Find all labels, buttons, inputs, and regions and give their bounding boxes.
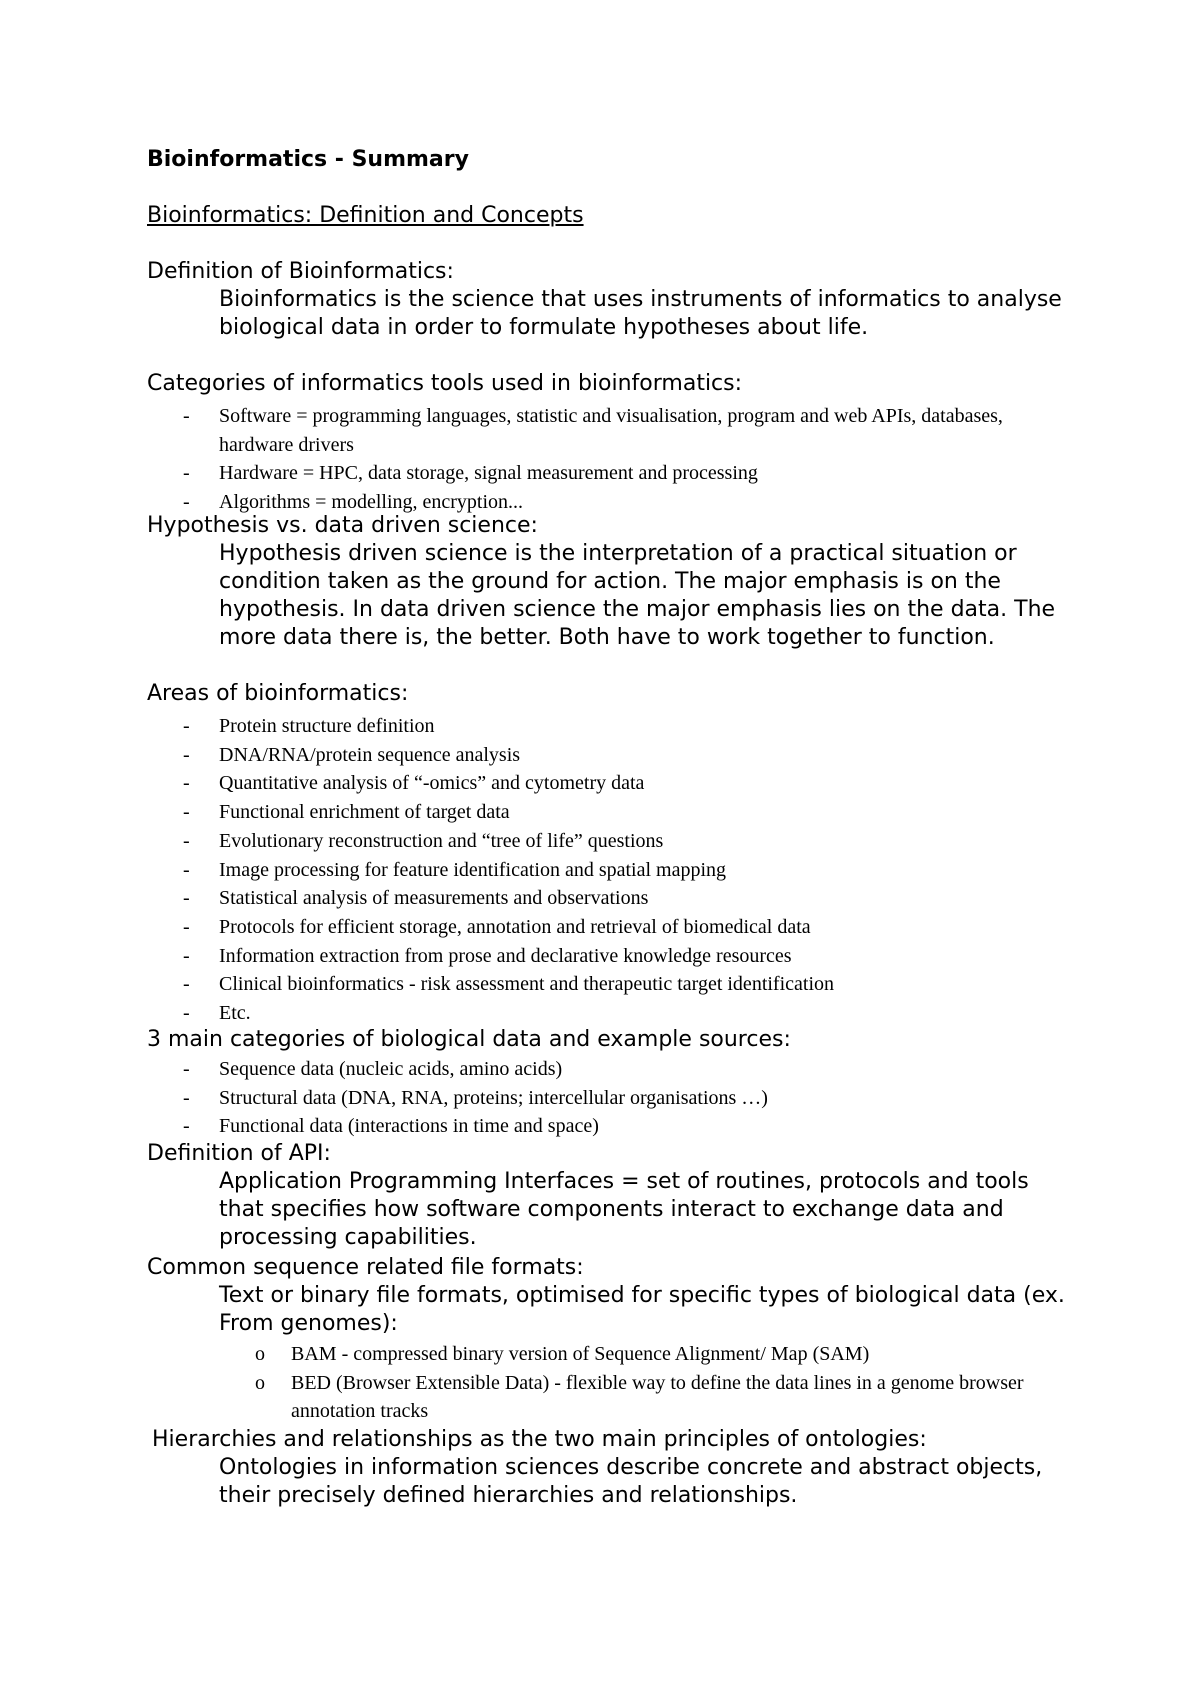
heading-hypothesis: Hypothesis vs. data driven science: — [147, 513, 538, 538]
list-item: - Statistical analysis of measurements and observations — [183, 884, 1063, 913]
list-item: - Information extraction from prose and declarative knowledge resources — [183, 942, 1063, 971]
dash-marker: - — [183, 973, 190, 996]
section-title: Bioinformatics: Definition and Concepts — [147, 203, 584, 228]
dash-marker: - — [183, 858, 190, 881]
dash-marker: - — [183, 715, 190, 737]
document-title: Bioinformatics - Summary — [147, 147, 469, 172]
list-item: o BAM - compressed binary version of Sequence Alignment/ Map (SAM) — [255, 1340, 1055, 1369]
dash-marker: - — [183, 1115, 190, 1138]
list-item: - Structural data (DNA, RNA, proteins; intercellular organisations …) — [183, 1084, 1063, 1113]
dash-marker: - — [183, 801, 190, 824]
categories-tools-list — [183, 402, 1063, 517]
circle-marker: o — [255, 1371, 265, 1394]
dash-marker: - — [183, 887, 190, 910]
list-item: - Functional enrichment of target data — [183, 798, 1063, 827]
hypothesis-body: Hypothesis driven science is the interpretation of a practical situation or condition taken as the ground for action. The major emphasis is on the hypothesis. In data driven science the major emphasis lies on the data. The more data there is, the better. Both have to work together to function. — [219, 541, 1056, 650]
heading-categories-tools: Categories of informatics tools used in bioinformatics: — [147, 371, 743, 396]
biological-data-list — [183, 1055, 1063, 1141]
dash-marker: - — [183, 405, 190, 427]
areas-list — [183, 712, 1063, 1028]
list-item: - Algorithms = modelling, encryption... — [183, 488, 1063, 517]
list-item: - Protein structure definition — [183, 712, 1063, 741]
dash-marker: - — [183, 915, 190, 938]
ontologies-body: Ontologies in information sciences describe concrete and abstract objects, their precisely defined hierarchies and relationships. — [219, 1455, 1043, 1508]
heading-file-formats: Common sequence related file formats: — [147, 1255, 584, 1280]
list-item: - Clinical bioinformatics - risk assessment and therapeutic target identification — [183, 970, 1063, 999]
list-item: - DNA/RNA/protein sequence analysis — [183, 741, 1063, 770]
dash-marker: - — [183, 829, 190, 852]
list-item: - Software = programming languages, statistic and visualisation, program and web APIs, databases, hardware drivers — [183, 402, 1063, 459]
list-item: - Quantitative analysis of “-omics” and cytometry data — [183, 769, 1063, 798]
heading-ontologies: Hierarchies and relationships as the two main principles of ontologies: — [152, 1427, 927, 1452]
dash-marker: - — [183, 462, 190, 485]
list-item: - Hardware = HPC, data storage, signal measurement and processing — [183, 459, 1063, 488]
list-item: - Sequence data (nucleic acids, amino acids) — [183, 1055, 1063, 1084]
heading-definition-bioinformatics: Definition of Bioinformatics: — [147, 259, 454, 284]
list-item: - Evolutionary reconstruction and “tree of life” questions — [183, 827, 1063, 856]
definition-bioinformatics-body: Bioinformatics is the science that uses instruments of informatics to analyse biological data in order to formulate hypotheses about life. — [219, 287, 1062, 340]
heading-api: Definition of API: — [147, 1141, 331, 1166]
list-item: - Protocols for efficient storage, annotation and retrieval of biomedical data — [183, 913, 1063, 942]
circle-marker: o — [255, 1343, 265, 1365]
list-item: - Functional data (interactions in time and space) — [183, 1112, 1063, 1141]
list-item: o BED (Browser Extensible Data) - flexible way to define the data lines in a genome browser annotation tracks — [255, 1369, 1055, 1426]
dash-marker: - — [183, 491, 190, 514]
dash-marker: - — [183, 1002, 190, 1025]
file-formats-body: Text or binary file formats, optimised for specific types of biological data (ex. From genomes): — [219, 1283, 1065, 1336]
dash-marker: - — [183, 944, 190, 967]
dash-marker: - — [183, 743, 190, 766]
heading-biological-data: 3 main categories of biological data and example sources: — [147, 1027, 791, 1052]
dash-marker: - — [183, 772, 190, 795]
api-body: Application Programming Interfaces = set of routines, protocols and tools that specifies how software components interact to exchange data and processing capabilities. — [219, 1169, 1029, 1250]
heading-areas: Areas of bioinformatics: — [147, 681, 409, 706]
list-item: - Image processing for feature identification and spatial mapping — [183, 856, 1063, 885]
dash-marker: - — [183, 1058, 190, 1080]
list-item: - Etc. — [183, 999, 1063, 1028]
file-formats-list — [255, 1340, 1055, 1426]
dash-marker: - — [183, 1086, 190, 1109]
